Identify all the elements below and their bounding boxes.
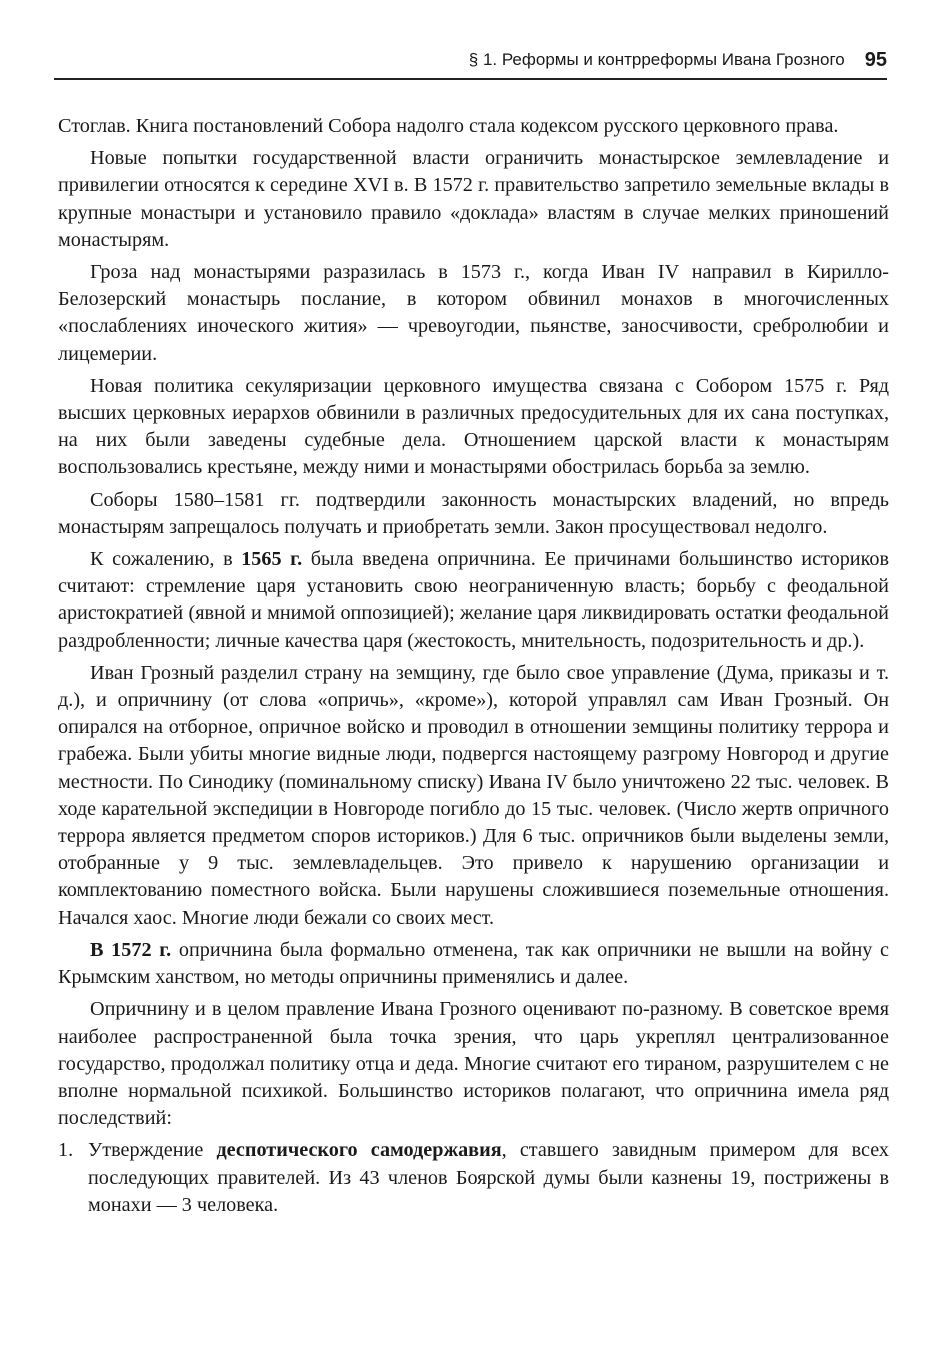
paragraph: Опричнину и в целом правление Ивана Грозного оценивают по-разному. В советское время наиболее распространенной была точка зрения, что царь укреплял централизованное государство, продолжал политику отца и деда. Многие считают его тираном, разрушителем с не вполне нормальной психикой. Большинство историков полагают, что опричнина имела ряд последствий: — [58, 998, 889, 1130]
body-text — [58, 113, 889, 1219]
paragraph: Гроза над монастырями разразилась в 1573 г., когда Иван IV направил в Кирилло-Белозерский монастырь послание, в котором обвинил монахов в многочисленных «послаблениях иноческого жития» — чревоугодии, пьянстве, заносчивости, сребролюбии и лицемерии. — [58, 261, 889, 365]
chapter-title: § 1. Реформы и контрреформы Ивана Грозного — [468, 50, 845, 69]
text-run: К сожалению, в — [90, 548, 242, 571]
paragraph: Новая политика секуляризации церковного имущества связана с Собором 1575 г. Ряд высших церковных иерархов обвинили в различных предосудительных для их сана поступках, на них были заведены судебные дела. Отношением царской власти к монастырям воспользовались крестьяне, между ними и монастырями обострилась борьба за землю. — [58, 374, 889, 479]
list-item — [58, 1137, 889, 1219]
paragraph-oprichnina-intro — [58, 546, 889, 655]
bold-term: деспотического самодержавия — [216, 1139, 502, 1162]
paragraph-oprichnina-end — [58, 937, 889, 991]
paragraph: Новые попытки государственной власти ограничить монастырское землевладение и привилегии относятся к середине XVI в. В 1572 г. правительство запретило земельные вклады в крупные монастыри и установило правило «доклада» властям в случае мелких приношений монастырям. — [58, 147, 889, 251]
consequences-list — [58, 1137, 889, 1219]
list-number: 1. — [58, 1139, 74, 1162]
bold-year: В 1572 г. — [90, 938, 172, 961]
running-header — [54, 42, 887, 80]
paragraph: Стоглав. Книга постановлений Собора надолго стала кодексом русского церковного права. — [58, 115, 839, 137]
page-number: 95 — [864, 48, 887, 71]
paragraph: Соборы 1580–1581 гг. подтвердили законность монастырских владений, но впредь монастырям запрещалось получать и приобретать земли. Закон просуществовал недолго. — [58, 488, 889, 538]
text-run: опричнина была формально отменена, так как опричники не вышли на войну с Крымским ханством, но методы опричнины применялись и далее. — [58, 938, 890, 989]
text-run: была введена опричнина. Ее причинами большинство историков считают: стремление царя установить свою неограниченную власть; борьбу с феодальной аристократией (явной и мнимой оппозицией); желание царя ликвидировать остатки феодальной раздробленности; личные качества царя (жестокость, мнительность, подозрительность и др.). — [58, 548, 889, 652]
paragraph: Иван Грозный разделил страну на земщину, где было свое управление (Дума, приказы и т. д.), и опричнину (от слова «опричь», «кроме»), которой управлял сам Иван Грозный. Он опирался на отборное, опричное войско и проводил в отношении земщины политику террора и грабежа. Были убиты многие видные люди, подвергся настоящему разгрому Новгород и другие местности. По Синодику (поминальному списку) Ивана IV было уничтожено 22 тыс. человек. В ходе карательной экспедиции в Новгороде погибло до 15 тыс. человек. (Число жертв опричного террора является предметом споров историков.) Для 6 тыс. опричников были выделены земли, отобранные у 9 тыс. землевладельцев. Это привело к нарушению организации и комплектованию поместного войска. Были нарушены сложившиеся поземельные отношения. Начался хаос. Многие люди бежали со своих мест. — [58, 661, 889, 929]
text-run: , ставшего завидным примером для всех последующих правителей. Из 43 членов Боярской думы были казнены 19, пострижены в монахи — 3 человека. — [88, 1139, 889, 1216]
bold-year: 1565 г. — [241, 548, 303, 571]
text-run: Утверждение — [88, 1139, 217, 1162]
